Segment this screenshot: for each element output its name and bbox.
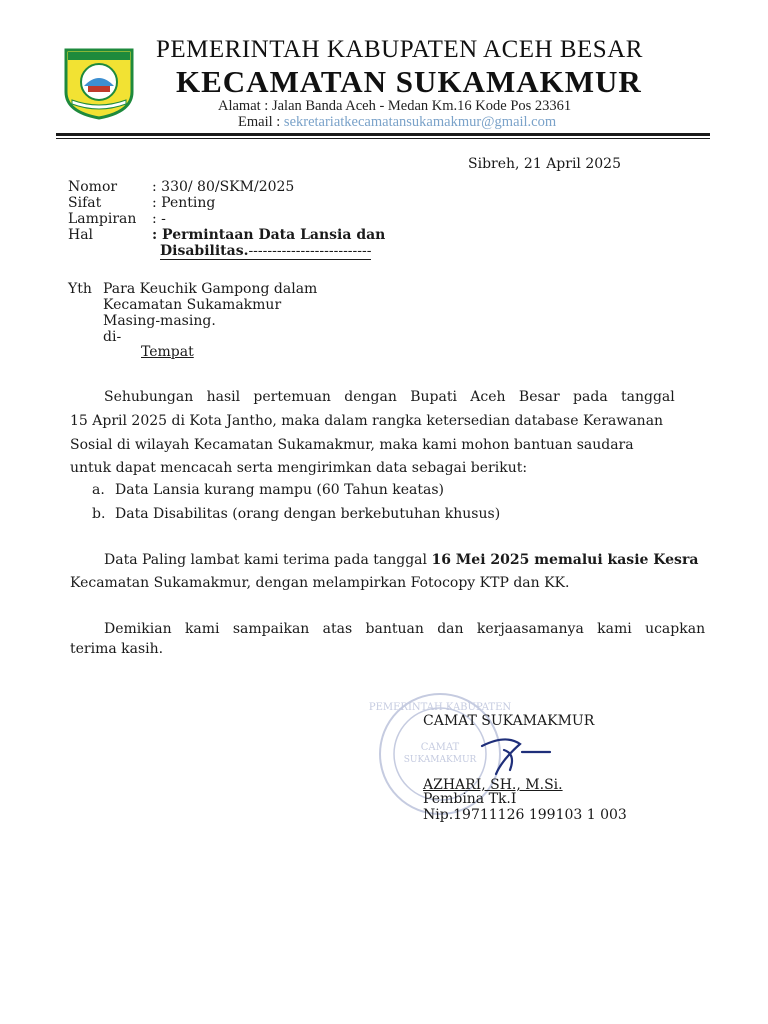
signatory-name: AZHARI, SH., M.Si. <box>423 777 563 793</box>
office-address: Alamat : Jalan Banda Aceh - Medan Km.16 Kode Pos 23361 <box>218 98 572 114</box>
meta-value-sifat: : Penting <box>152 195 216 211</box>
paragraph-2-line-2: Kecamatan Sukamakmur, dengan melampirkan Fotocopy KTP dan KK. <box>70 575 570 591</box>
subject-dashes: -------------------------- <box>248 243 372 259</box>
letterhead-divider-thin <box>56 138 710 139</box>
subject-line-2 <box>160 243 371 260</box>
list-item-b: Data Disabilitas (orang dengan berkebutuhan khusus) <box>115 506 501 522</box>
paragraph-3-line-1: Demikian kami sampaikan atas bantuan dan kerjaasamanya kami ucapkan <box>104 621 706 637</box>
paragraph-2-line-1 <box>104 552 698 568</box>
place-date: Sibreh, 21 April 2025 <box>468 156 621 172</box>
paragraph-1-line-2: 15 April 2025 di Kota Jantho, maka dalam rangka ketersedian database Kerawanan <box>70 413 664 429</box>
list-item-a: Data Lansia kurang mampu (60 Tahun keatas) <box>115 482 444 498</box>
meta-value-hal: : Permintaan Data Lansia dan <box>152 227 386 243</box>
office-email <box>238 114 556 131</box>
email-label: Email : <box>238 114 284 130</box>
paragraph-1-line-3: Sosial di wilayah Kecamatan Sukamakmur, maka kami mohon bantuan saudara <box>70 437 634 453</box>
recipient-line-4: di- <box>103 329 122 345</box>
meta-value-nomor: : 330/ 80/SKM/2025 <box>152 179 295 195</box>
signatory-nip: Nip.19711126 199103 1 003 <box>423 807 627 823</box>
meta-label-nomor: Nomor <box>68 179 118 195</box>
handwritten-signature-icon <box>476 730 556 780</box>
list-marker-a: a. <box>92 482 105 498</box>
recipient-place: Tempat <box>141 344 194 360</box>
recipient-line-1: Para Keuchik Gampong dalam <box>103 281 318 297</box>
paragraph-1-line-4: untuk dapat mencacah serta mengirimkan data sebagai berikut: <box>70 460 528 476</box>
paragraph-2-deadline: 16 Mei 2025 memalui kasie Kesra <box>431 552 699 568</box>
meta-label-sifat: Sifat <box>68 195 102 211</box>
stamp-middle-text-2: SUKAMAKMUR <box>403 755 477 765</box>
letterhead-divider <box>56 133 710 136</box>
recipient-line-2: Kecamatan Sukamakmur <box>103 297 282 313</box>
signatory-rank: Pembina Tk.I <box>423 791 517 807</box>
meta-label-hal: Hal <box>68 227 94 243</box>
signatory-title: CAMAT SUKAMAKMUR <box>423 713 595 729</box>
meta-value-lampiran: : - <box>152 211 166 227</box>
office-title: KECAMATAN SUKAMAKMUR <box>176 64 642 99</box>
recipient-line-3: Masing-masing. <box>103 313 216 329</box>
meta-label-lampiran: Lampiran <box>68 211 137 227</box>
stamp-top-text: PEMERINTAH KABUPATEN <box>368 702 512 713</box>
paragraph-1-line-1: Sehubungan hasil pertemuan dengan Bupati Aceh Besar pada tanggal <box>104 389 675 405</box>
regency-emblem-icon <box>60 40 138 120</box>
stamp-middle-text-1: CAMAT <box>420 742 460 753</box>
subject-text: Disabilitas. <box>160 243 249 259</box>
paragraph-3-line-2: terima kasih. <box>70 641 164 657</box>
paragraph-2-start: Data Paling lambat kami terima pada tanggal <box>104 552 432 568</box>
list-marker-b: b. <box>92 506 106 522</box>
recipient-yth: Yth <box>68 281 92 297</box>
government-title: PEMERINTAH KABUPATEN ACEH BESAR <box>156 36 643 63</box>
email-link[interactable]: sekretariatkecamatansukamakmur@gmail.com <box>283 114 557 130</box>
